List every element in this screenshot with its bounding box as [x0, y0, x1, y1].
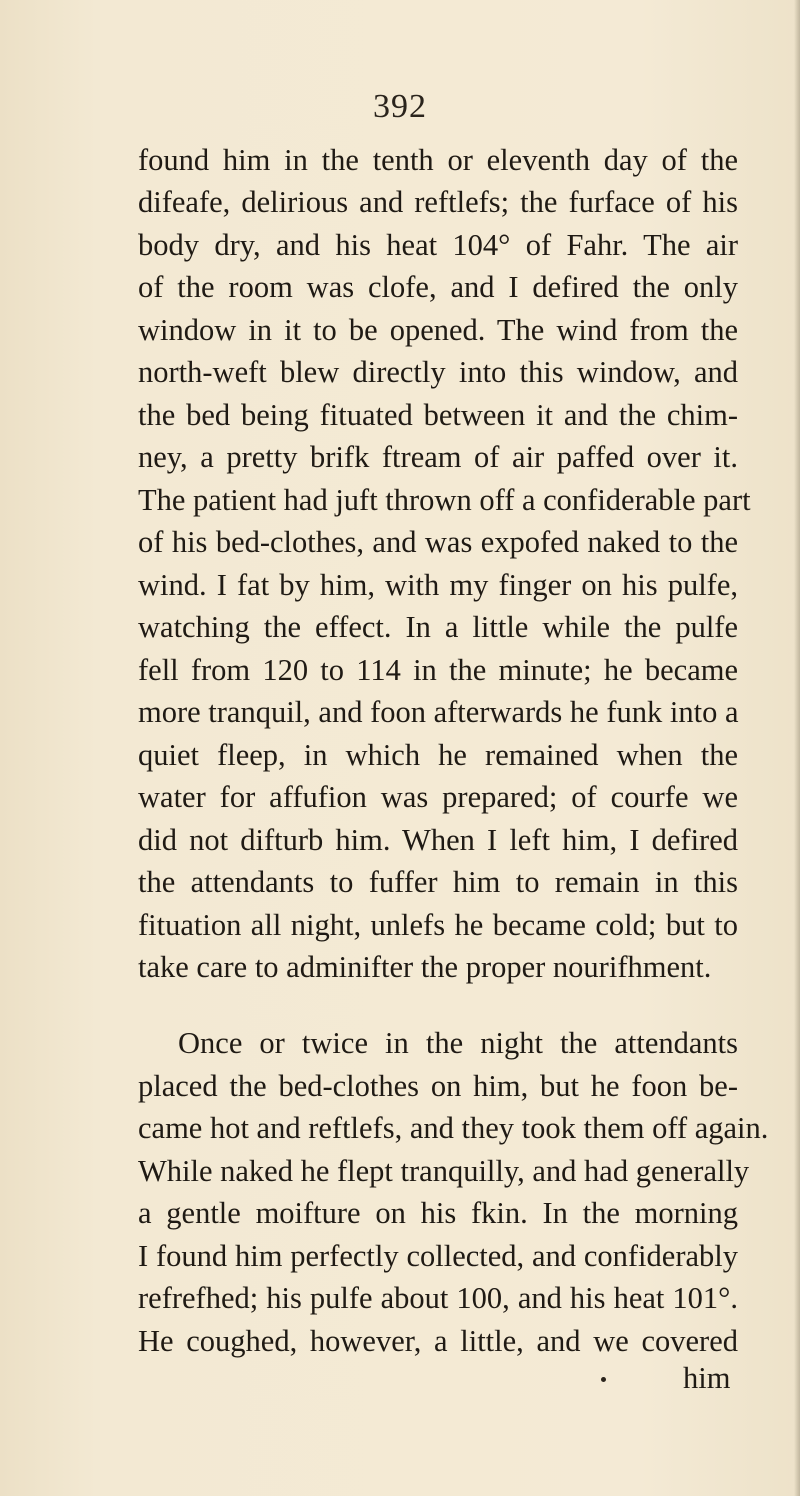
ink-speck — [601, 1377, 606, 1382]
paragraph-2-line-7: refrefhed; his pulfe about 100, and his heat 101°. — [138, 1281, 738, 1315]
paragraph-1-line-16: water for affufion was prepared; of courfe we — [138, 780, 738, 814]
paragraph-1-line-6: north-weft blew directly into this window, and — [138, 355, 738, 389]
paragraph-1-line-15: quiet fleep, in which he remained when the — [138, 738, 738, 772]
page-number: 392 — [373, 88, 427, 125]
paragraph-2-line-2: placed the bed-clothes on him, but he foon be- — [138, 1069, 738, 1103]
paragraph-2-line-5: a gentle moifture on his fkin. In the morning — [138, 1196, 738, 1230]
paragraph-1-line-20: take care to adminifter the proper nourifhment. — [138, 950, 712, 984]
catchword: him — [683, 1361, 731, 1395]
paragraph-1-line-1: found him in the tenth or eleventh day of the — [138, 143, 738, 177]
paragraph-1-line-14: more tranquil, and foon afterwards he funk into a — [138, 695, 739, 729]
paragraph-1-line-3: body dry, and his heat 104° of Fahr. The air — [138, 228, 738, 262]
paragraph-1-line-9: The patient had juft thrown off a confiderable part — [138, 483, 751, 517]
paragraph-2-line-4: While naked he flept tranquilly, and had generally — [138, 1154, 750, 1188]
page-edge-shadow — [794, 0, 800, 1496]
paragraph-2-line-6: I found him perfectly collected, and confiderably — [138, 1239, 738, 1273]
paragraph-1-line-13: fell from 120 to 114 in the minute; he became — [138, 653, 738, 687]
paragraph-1-line-10: of his bed-clothes, and was expofed naked to the — [138, 525, 738, 559]
paragraph-1-line-8: ney, a pretty brifk ftream of air paffed over it. — [138, 440, 738, 474]
paragraph-1-line-7: the bed being fituated between it and the chim- — [138, 398, 738, 432]
paragraph-2-line-1: Once or twice in the night the attendants — [178, 1026, 738, 1060]
paragraph-1-line-19: fituation all night, unlefs he became cold; but to — [138, 908, 738, 942]
paragraph-2-line-3: came hot and reftlefs, and they took them off again. — [138, 1111, 769, 1145]
paragraph-1-line-4: of the room was clofe, and I defired the only — [138, 270, 738, 304]
paragraph-1-line-11: wind. I fat by him, with my finger on his pulfe, — [138, 568, 738, 602]
paragraph-1-line-12: watching the effect. In a little while the pulfe — [138, 610, 738, 644]
paragraph-1-line-17: did not difturb him. When I left him, I defired — [138, 823, 738, 857]
paragraph-1-line-5: window in it to be opened. The wind from the — [138, 313, 738, 347]
paragraph-1-line-2: difeafe, delirious and reftlefs; the furface of his — [138, 185, 738, 219]
paragraph-1-line-18: the attendants to fuffer him to remain in this — [138, 865, 738, 899]
paragraph-2-line-8: He coughed, however, a little, and we covered — [138, 1324, 738, 1358]
